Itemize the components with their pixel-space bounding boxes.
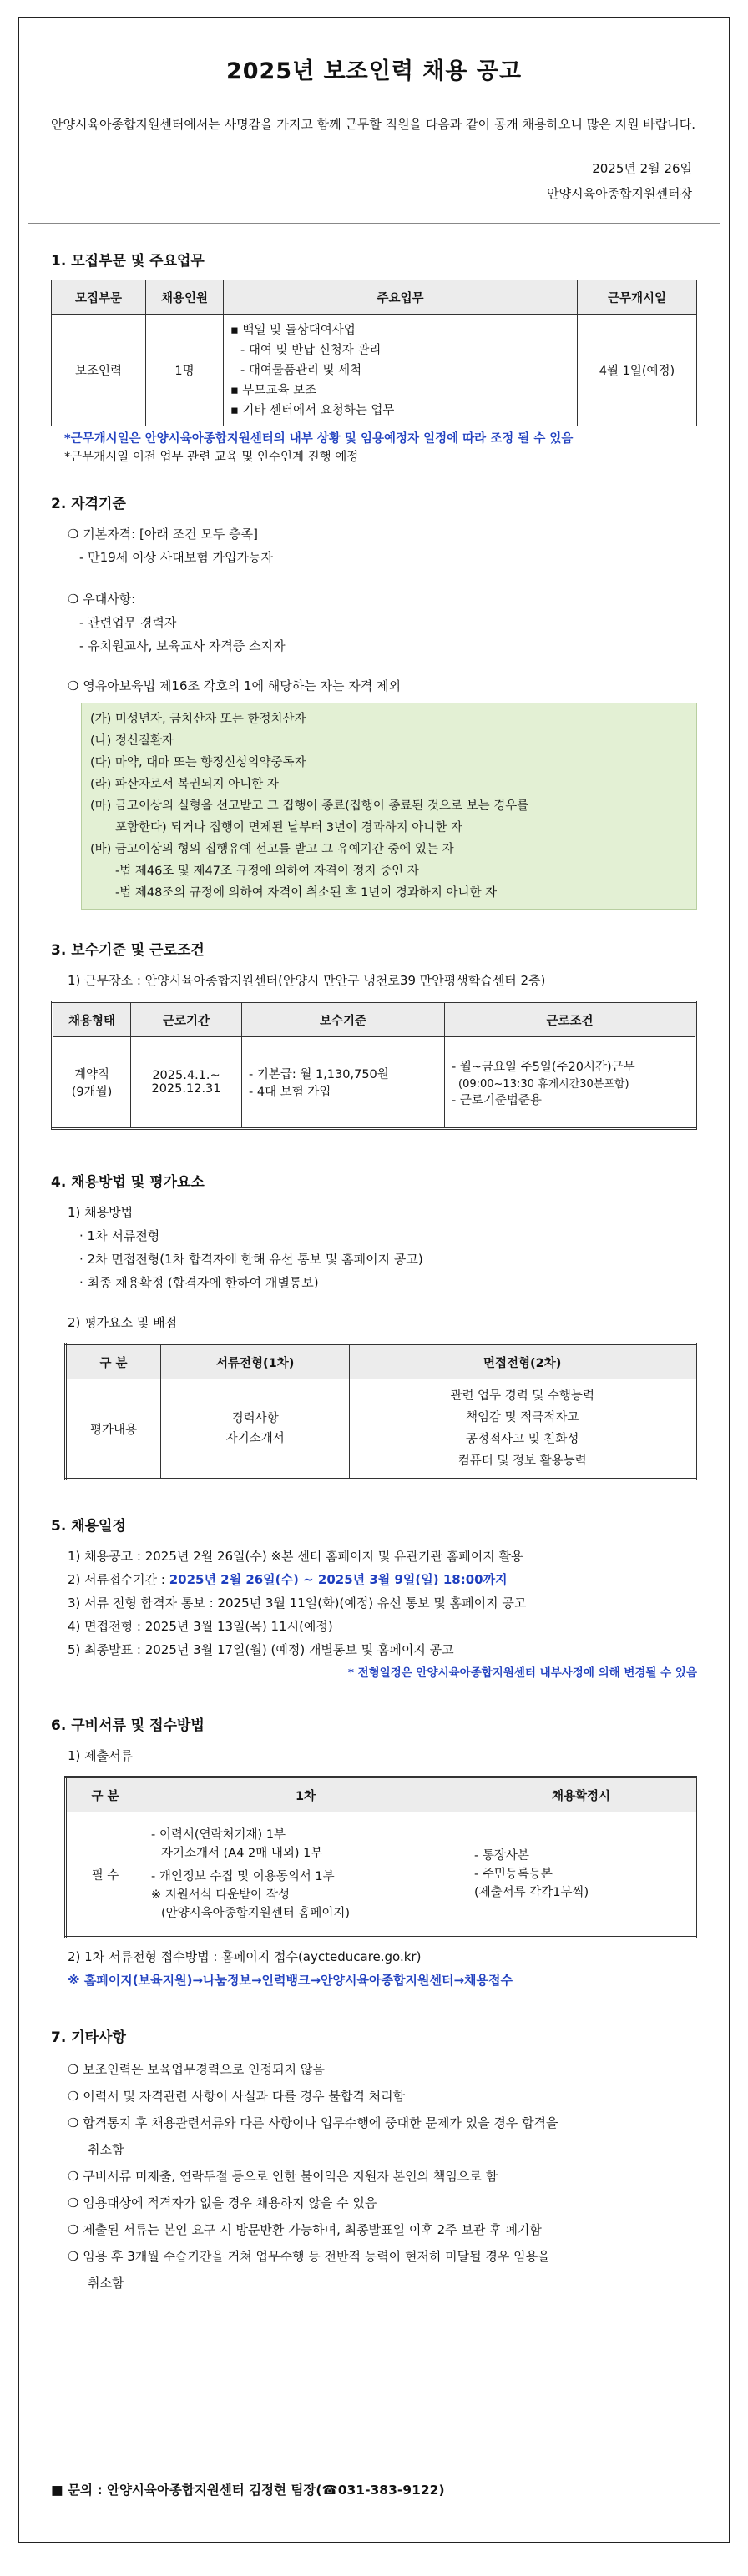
condition-line: - 근로기준법준용 xyxy=(452,1093,542,1107)
apply-method: 2) 1차 서류전형 접수방법 : 홈페이지 접수(aycteducare.go.kr) xyxy=(68,1949,422,1964)
work-place: 1) 근무장소 : 안양시육아종합지원센터(안양시 만안구 냉천로39 만안평생학습센터 2층) xyxy=(68,973,546,988)
section-2-heading: 2. 자격기준 xyxy=(51,496,126,512)
schedule-item: 3) 서류 전형 합격자 통보 : 2025년 3월 11일(화)(예정) 유선 통보 및 홈페이지 공고 xyxy=(68,1596,527,1611)
first-doc-item: 자기소개서 (A4 2매 내외) 1부 xyxy=(161,1847,323,1860)
pay-line: - 4대 보험 가입 xyxy=(249,1086,331,1099)
cell-dept: 보조인력 xyxy=(52,315,146,426)
documents-table xyxy=(64,1776,697,1938)
preference-title: ❍ 우대사항: xyxy=(68,592,136,607)
misc-item: 취소함 xyxy=(88,2142,124,2157)
col-interview: 면접전형(2차) xyxy=(350,1344,696,1379)
col-condition: 근로조건 xyxy=(445,1002,696,1037)
exclusion-title: ❍ 영유아보육법 제16조 각호의 1에 해당하는 자는 자격 제외 xyxy=(68,678,402,693)
basic-qualification-item: - 만19세 이상 사대보험 가입가능자 xyxy=(79,550,273,565)
method-item: · 최종 채용확정 (합격자에 한하여 개별통보) xyxy=(79,1275,319,1290)
first-doc-item: (안양시육아종합지원센터 홈페이지) xyxy=(161,1907,351,1920)
notice-date: 2025년 2월 26일 xyxy=(592,161,692,176)
page-title: 2025년 보조인력 채용 공고 xyxy=(225,58,523,84)
col-start: 근무개시일 xyxy=(578,280,697,315)
misc-item: ❍ 임용 후 3개월 수습기간을 거쳐 업무수행 등 전반적 능력이 현저히 미달될 경우 임용을 xyxy=(68,2249,550,2264)
col-category: 구 분 xyxy=(66,1344,161,1379)
condition-line: - 월~금요일 주5일(주20시간)근무 xyxy=(452,1060,635,1074)
first-doc-item: - 이력서(연락처기재) 1부 xyxy=(151,1828,286,1842)
section-6-heading: 6. 구비서류 및 접수방법 xyxy=(51,1717,205,1734)
exclusion-box xyxy=(81,703,697,910)
method-title: 1) 채용방법 xyxy=(68,1205,134,1220)
cell-first xyxy=(144,1812,468,1938)
schedule-item: 5) 최종발표 : 2025년 3월 17일(월) (예정) 개별통보 및 홈페이지 공고 xyxy=(68,1642,454,1657)
condition-table xyxy=(51,1001,697,1130)
section-7-heading: 7. 기타사항 xyxy=(51,2029,126,2046)
exclusion-item: (다) 마약, 대마 또는 향정신성의약중독자 xyxy=(90,756,306,769)
exclusion-item: 포함한다) 되거나 집행이 면제된 날부터 3년이 경과하지 아니한 자 xyxy=(115,821,462,834)
documents-title: 1) 제출서류 xyxy=(68,1748,134,1763)
section-5-heading: 5. 채용일정 xyxy=(51,1518,126,1535)
exclusion-item: -법 제48조의 규정에 의하여 자격이 취소된 후 1년이 경과하지 아니한 자 xyxy=(115,886,498,900)
notice-page xyxy=(18,17,730,2543)
schedule-label: 2) 서류접수기간 : xyxy=(68,1572,169,1587)
duty-item: ▪ 백일 및 돌상대여사업 xyxy=(230,323,356,337)
first-doc-item: ※ 지원서식 다운받아 작성 xyxy=(151,1888,291,1902)
doc-item: 경력사항 xyxy=(231,1412,279,1425)
exclusion-item: (바) 금고이상의 형의 집행유예 선고를 받고 그 유예기간 중에 있는 자 xyxy=(90,843,454,856)
apply-path: ※ 홈페이지(보육지원)→나눔정보→인력뱅크→안양시육아종합지원센터→채용접수 xyxy=(68,1973,513,1988)
cell-condition xyxy=(445,1037,696,1129)
exclusion-item: (가) 미성년자, 금치산자 또는 한정치산자 xyxy=(90,713,306,726)
section-3-heading: 3. 보수기준 및 근로조건 xyxy=(51,942,205,959)
schedule-item: 4) 면접전형 : 2025년 3월 13일(목) 11시(예정) xyxy=(68,1619,333,1634)
confirm-doc-item: - 통장사본 xyxy=(474,1849,529,1863)
schedule-item: 1) 채용공고 : 2025년 2월 26일(수) ※본 센터 홈페이지 및 유관기관 홈페이지 활용 xyxy=(68,1549,523,1564)
exclusion-item: (나) 정신질환자 xyxy=(90,734,174,748)
first-doc-item: - 개인정보 수집 및 이용동의서 1부 xyxy=(151,1870,335,1883)
duty-item: ▪ 부모교육 보조 xyxy=(230,383,317,397)
interview-item: 컴퓨터 및 정보 활용능력 xyxy=(457,1454,587,1468)
period-line: 2025.12.31 xyxy=(151,1082,221,1096)
col-count: 채용인원 xyxy=(146,280,224,315)
contact-info: ■ 문의 : 안양시육아종합지원센터 김정현 팀장(☎031-383-9122) xyxy=(51,2483,445,2498)
notice-issuer: 안양시육아종합지원센터장 xyxy=(547,186,692,201)
cell-confirm xyxy=(468,1812,696,1938)
duty-item: ▪ 기타 센터에서 요청하는 업무 xyxy=(230,403,395,417)
type-line: (9개월) xyxy=(71,1086,113,1099)
cell-interview xyxy=(350,1379,696,1480)
col-dept: 모집부문 xyxy=(52,280,146,315)
col-confirm: 채용확정시 xyxy=(468,1777,696,1812)
misc-item: ❍ 구비서류 미제출, 연락두절 등으로 인한 불이익은 지원자 본인의 책임으로 함 xyxy=(68,2169,498,2184)
duty-item: - 대여 및 반납 신청자 관리 xyxy=(240,343,382,357)
col-period: 근로기간 xyxy=(131,1002,242,1037)
schedule-item xyxy=(51,1568,697,1591)
basic-qualification: ❍ 기본자격: [아래 조건 모두 충족] xyxy=(68,527,258,542)
misc-item: ❍ 합격통지 후 채용관련서류와 다른 사항이나 업무수행에 중대한 문제가 있을 경우 합격을 xyxy=(68,2115,558,2130)
recruit-table xyxy=(51,280,697,426)
cell-eval-label: 평가내용 xyxy=(66,1379,161,1480)
method-item: · 2차 면접전형(1차 합격자에 한해 유선 통보 및 홈페이지 공고) xyxy=(79,1252,423,1267)
misc-item: ❍ 이력서 및 자격관련 사항이 사실과 다를 경우 불합격 처리함 xyxy=(68,2089,406,2104)
cell-duties xyxy=(224,315,578,426)
divider xyxy=(28,223,720,224)
confirm-doc-item: - 주민등록등본 xyxy=(474,1868,553,1881)
cell-type xyxy=(53,1037,131,1129)
interview-item: 관련 업무 경력 및 수행능력 xyxy=(450,1389,594,1403)
col-type: 채용형태 xyxy=(53,1002,131,1037)
condition-line: (09:00~13:30 휴게시간30분포함) xyxy=(458,1077,629,1091)
col-doc-category: 구 분 xyxy=(66,1777,144,1812)
section-4-heading: 4. 채용방법 및 평가요소 xyxy=(51,1174,205,1191)
misc-item: ❍ 보조인력은 보육업무경력으로 인정되지 않음 xyxy=(68,2062,325,2077)
doc-item: 자기소개서 xyxy=(225,1432,285,1445)
cell-required: 필 수 xyxy=(66,1812,144,1938)
preference-item: - 유치원교사, 보육교사 자격증 소지자 xyxy=(79,638,286,653)
misc-item: 취소함 xyxy=(88,2276,124,2291)
cell-start: 4월 1일(예정) xyxy=(578,315,697,426)
pay-line: - 기본급: 월 1,130,750원 xyxy=(249,1068,389,1081)
section-1-heading: 1. 모집부문 및 주요업무 xyxy=(51,253,205,270)
col-first: 1차 xyxy=(144,1777,468,1812)
col-document: 서류전형(1차) xyxy=(161,1344,350,1379)
cell-document xyxy=(161,1379,350,1480)
interview-item: 공정적사고 및 친화성 xyxy=(466,1433,579,1446)
method-item: · 1차 서류전형 xyxy=(79,1228,160,1243)
type-line: 계약직 xyxy=(73,1068,110,1081)
cell-period xyxy=(131,1037,242,1129)
preference-item: - 관련업무 경력자 xyxy=(79,615,177,630)
cell-pay xyxy=(242,1037,445,1129)
exclusion-item: -법 제46조 및 제47조 규정에 의하여 자격이 정지 중인 자 xyxy=(115,865,419,878)
misc-item: ❍ 임용대상에 적격자가 없을 경우 채용하지 않을 수 있음 xyxy=(68,2195,377,2211)
exclusion-item: (라) 파산자로서 복권되지 아니한 자 xyxy=(90,778,279,791)
exclusion-item: (마) 금고이상의 실형을 선고받고 그 집행이 종료(집행이 종료된 것으로 보는 경우를 xyxy=(90,799,529,813)
schedule-deadline: 2025년 2월 26일(수) ~ 2025년 3월 9일(일) 18:00까지 xyxy=(169,1572,508,1587)
cell-count: 1명 xyxy=(146,315,224,426)
evaluation-table xyxy=(64,1343,697,1480)
training-note: *근무개시일 이전 업무 관련 교육 및 인수인계 진행 예정 xyxy=(64,451,359,464)
interview-item: 책임감 및 적극적자고 xyxy=(466,1411,579,1424)
duty-item: - 대여물품관리 및 세척 xyxy=(240,363,362,377)
intro-text: 안양시육아종합지원센터에서는 사명감을 가지고 함께 근무할 직원을 다음과 같이 공개 채용하오니 많은 지원 바랍니다. xyxy=(51,117,695,132)
col-pay: 보수기준 xyxy=(242,1002,445,1037)
schedule-note: * 전형일정은 안양시육아종합지원센터 내부사정에 의해 변경될 수 있음 xyxy=(347,1666,697,1680)
start-date-note: *근무개시일은 안양시육아종합지원센터의 내부 상황 및 임용예정자 일정에 따라 조정 될 수 있음 xyxy=(64,432,574,446)
period-line: 2025.4.1.~ xyxy=(152,1069,220,1082)
evaluation-title: 2) 평가요소 및 배점 xyxy=(68,1315,178,1330)
misc-item: ❍ 제출된 서류는 본인 요구 시 방문반환 가능하며, 최종발표일 이후 2주 보관 후 폐기함 xyxy=(68,2222,542,2237)
confirm-doc-item: (제출서류 각각1부씩) xyxy=(474,1886,589,1899)
col-duties: 주요업무 xyxy=(224,280,578,315)
